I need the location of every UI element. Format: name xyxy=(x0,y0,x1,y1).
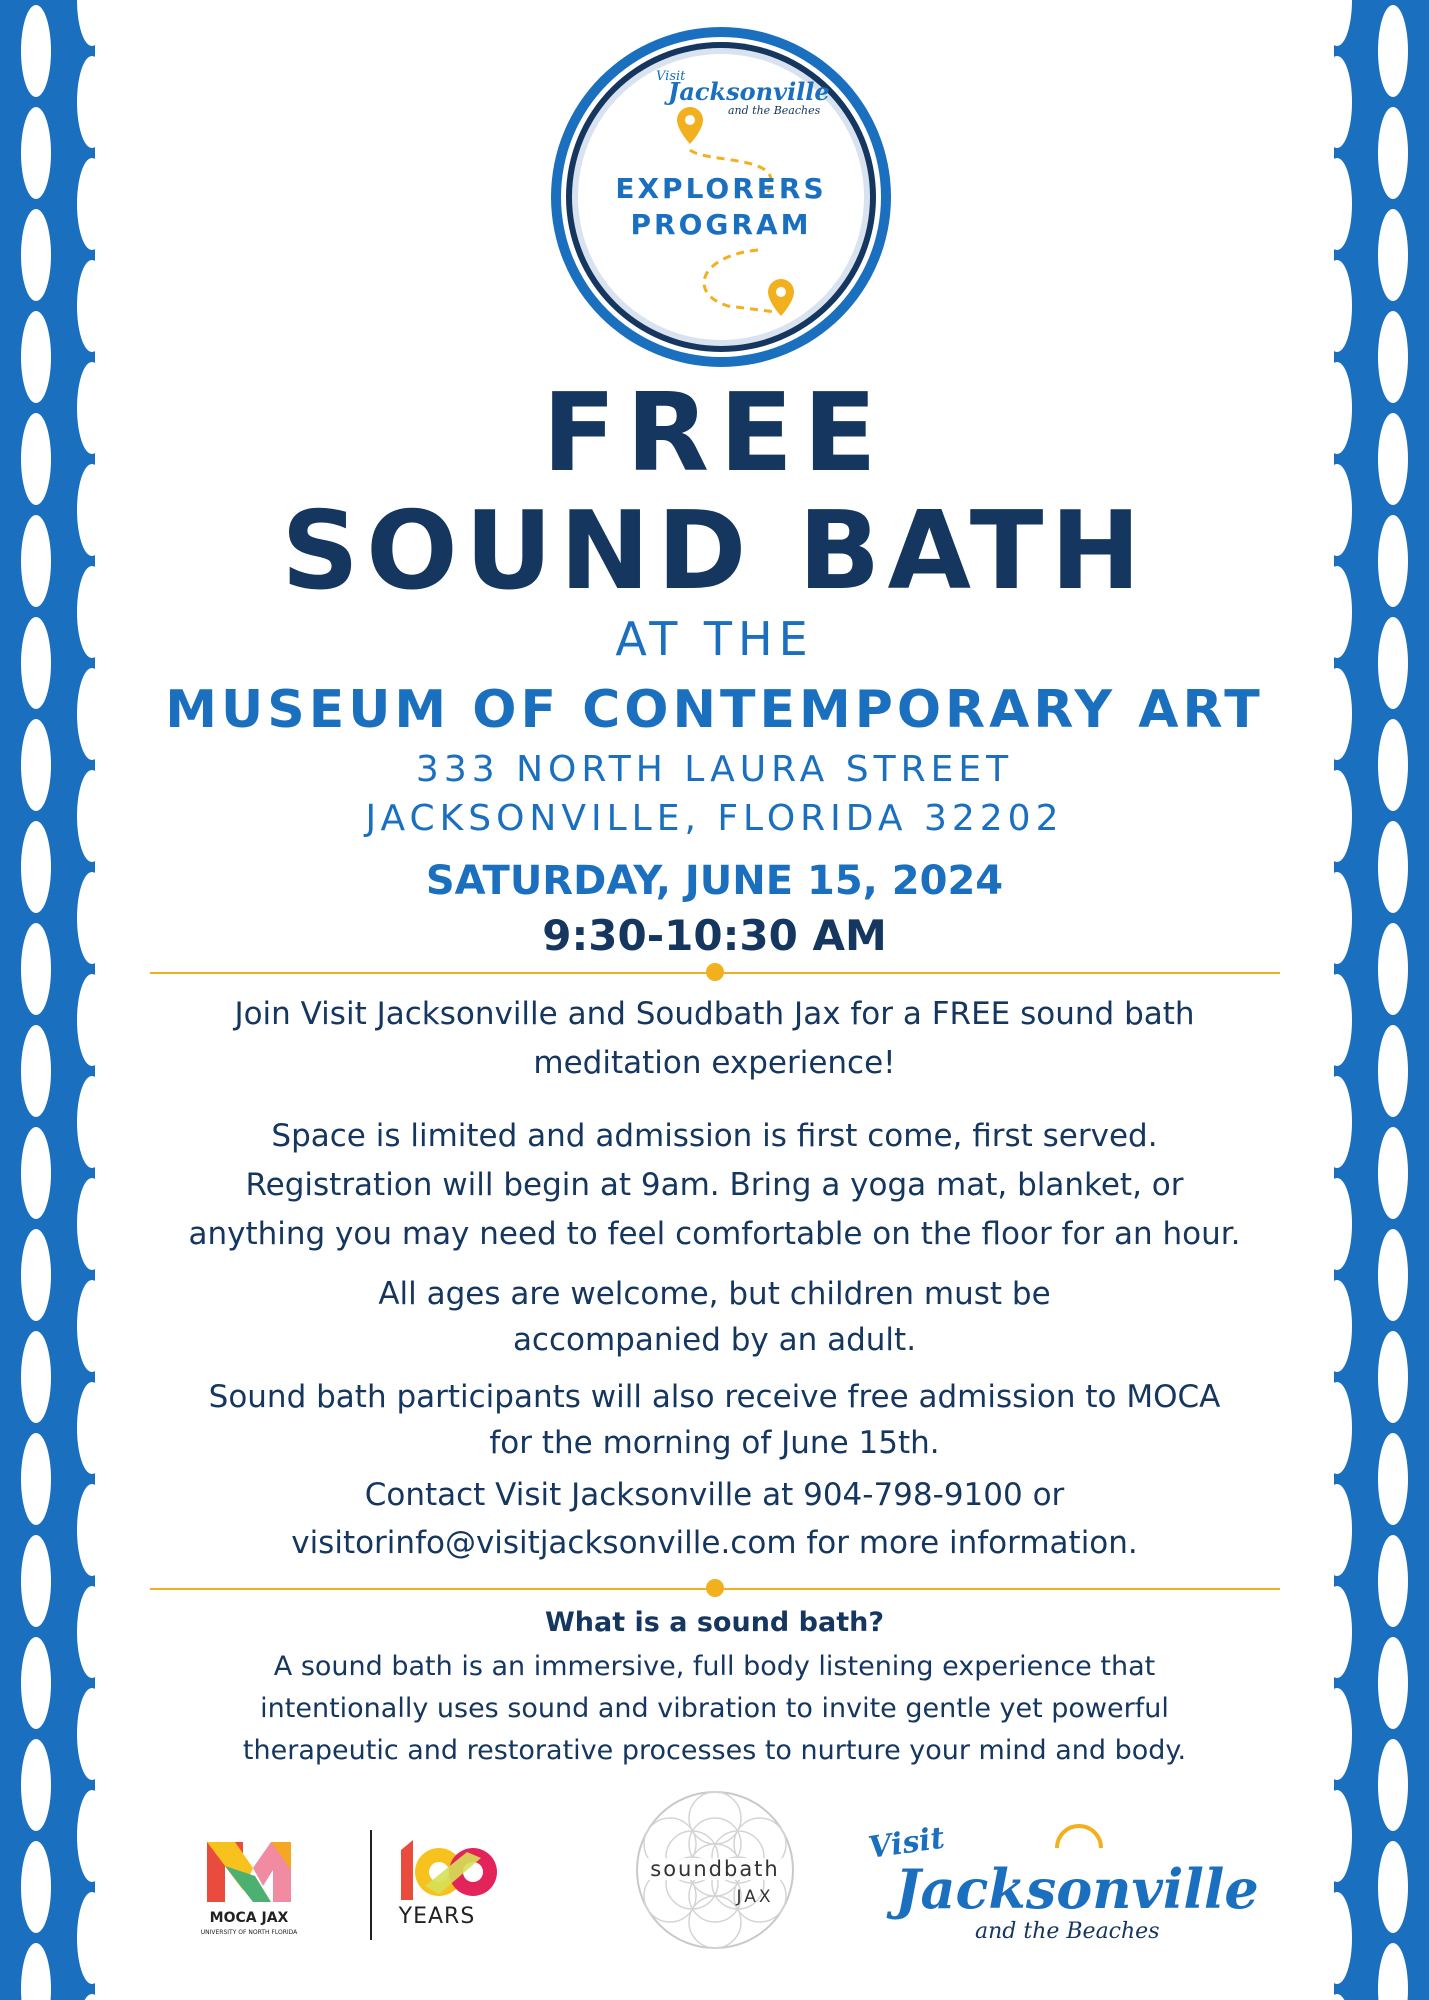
centennial-logo xyxy=(398,1840,497,1929)
headline-free: FREE xyxy=(542,371,887,496)
venue-name: MUSEUM OF CONTEMPORARY ART xyxy=(165,680,1264,740)
event-time: 9:30-10:30 AM xyxy=(542,911,887,960)
visit-beaches: and the Beaches xyxy=(975,1919,1160,1944)
address-street: 333 NORTH LAURA STREET xyxy=(415,749,1014,790)
visit-jacksonville-logo xyxy=(866,1821,1259,1944)
logo-separator xyxy=(370,1830,372,1940)
divider-top xyxy=(150,963,1280,983)
headline-sound-bath: SOUND BATH xyxy=(281,489,1148,614)
centennial-years-text: YEARS xyxy=(398,1904,476,1929)
badge-logo-beaches: and the Beaches xyxy=(728,104,821,117)
left-pattern-border xyxy=(0,0,95,2000)
leaf-pattern-left xyxy=(0,0,95,2000)
soundbath-city: JAX xyxy=(736,1887,774,1907)
faq-question: What is a sound bath? xyxy=(544,1607,884,1638)
details-paragraph: Space is limited and admission is first come, first served. Registration will begin at 9am. Bring a yoga mat, blanket, or anything you may need to feel comfortable on the floor for an hour. xyxy=(188,1118,1241,1252)
flyer-content xyxy=(95,0,1334,2000)
badge-logo-visit: Visit xyxy=(656,69,686,84)
moca-jax-logo xyxy=(201,1842,298,1936)
badge-logo-city: Jacksonville xyxy=(668,77,830,106)
divider-bottom xyxy=(150,1579,1280,1599)
moca-jax-name: MOCA JAX xyxy=(209,1910,289,1926)
visit-city: Jacksonville xyxy=(895,1857,1259,1921)
explorers-program-badge xyxy=(548,24,894,370)
admission-paragraph: Sound bath participants will also receive free admission to MOCA for the morning of June 15th. xyxy=(208,1379,1221,1461)
badge-line-explorers: EXPLORERS xyxy=(615,172,827,205)
subhead-at-the: AT THE xyxy=(615,612,814,666)
badge-line-program: PROGRAM xyxy=(630,208,812,241)
leaf-pattern-right xyxy=(1334,0,1429,2000)
right-pattern-border xyxy=(1334,0,1429,2000)
sponsor-logos xyxy=(95,1790,1334,1950)
sun-icon xyxy=(1057,1826,1101,1848)
soundbath-name: soundbath xyxy=(650,1857,780,1881)
visit-word: Visit xyxy=(866,1820,947,1866)
event-date: SATURDAY, JUNE 15, 2024 xyxy=(425,858,1004,904)
intro-paragraph: Join Visit Jacksonville and Soudbath Jax for a FREE sound bath meditation experience! xyxy=(234,996,1195,1081)
contact-paragraph: Contact Visit Jacksonville at 904-798-9100 or visitorinfo@visitjacksonville.com for more information. xyxy=(291,1477,1138,1561)
ages-paragraph: All ages are welcome, but children must be accompanied by an adult. xyxy=(378,1276,1051,1358)
faq-answer: A sound bath is an immersive, full body listening experience that intentionally uses sound and vibration to invite gentle yet powerful therapeutic and restorative processes to nurture your mind and body. xyxy=(242,1651,1187,1766)
moca-jax-subtitle: UNIVERSITY OF NORTH FLORIDA xyxy=(200,1929,298,1936)
address-city: JACKSONVILLE, FLORIDA 32202 xyxy=(365,798,1064,839)
soundbath-jax-logo xyxy=(637,1792,793,1948)
